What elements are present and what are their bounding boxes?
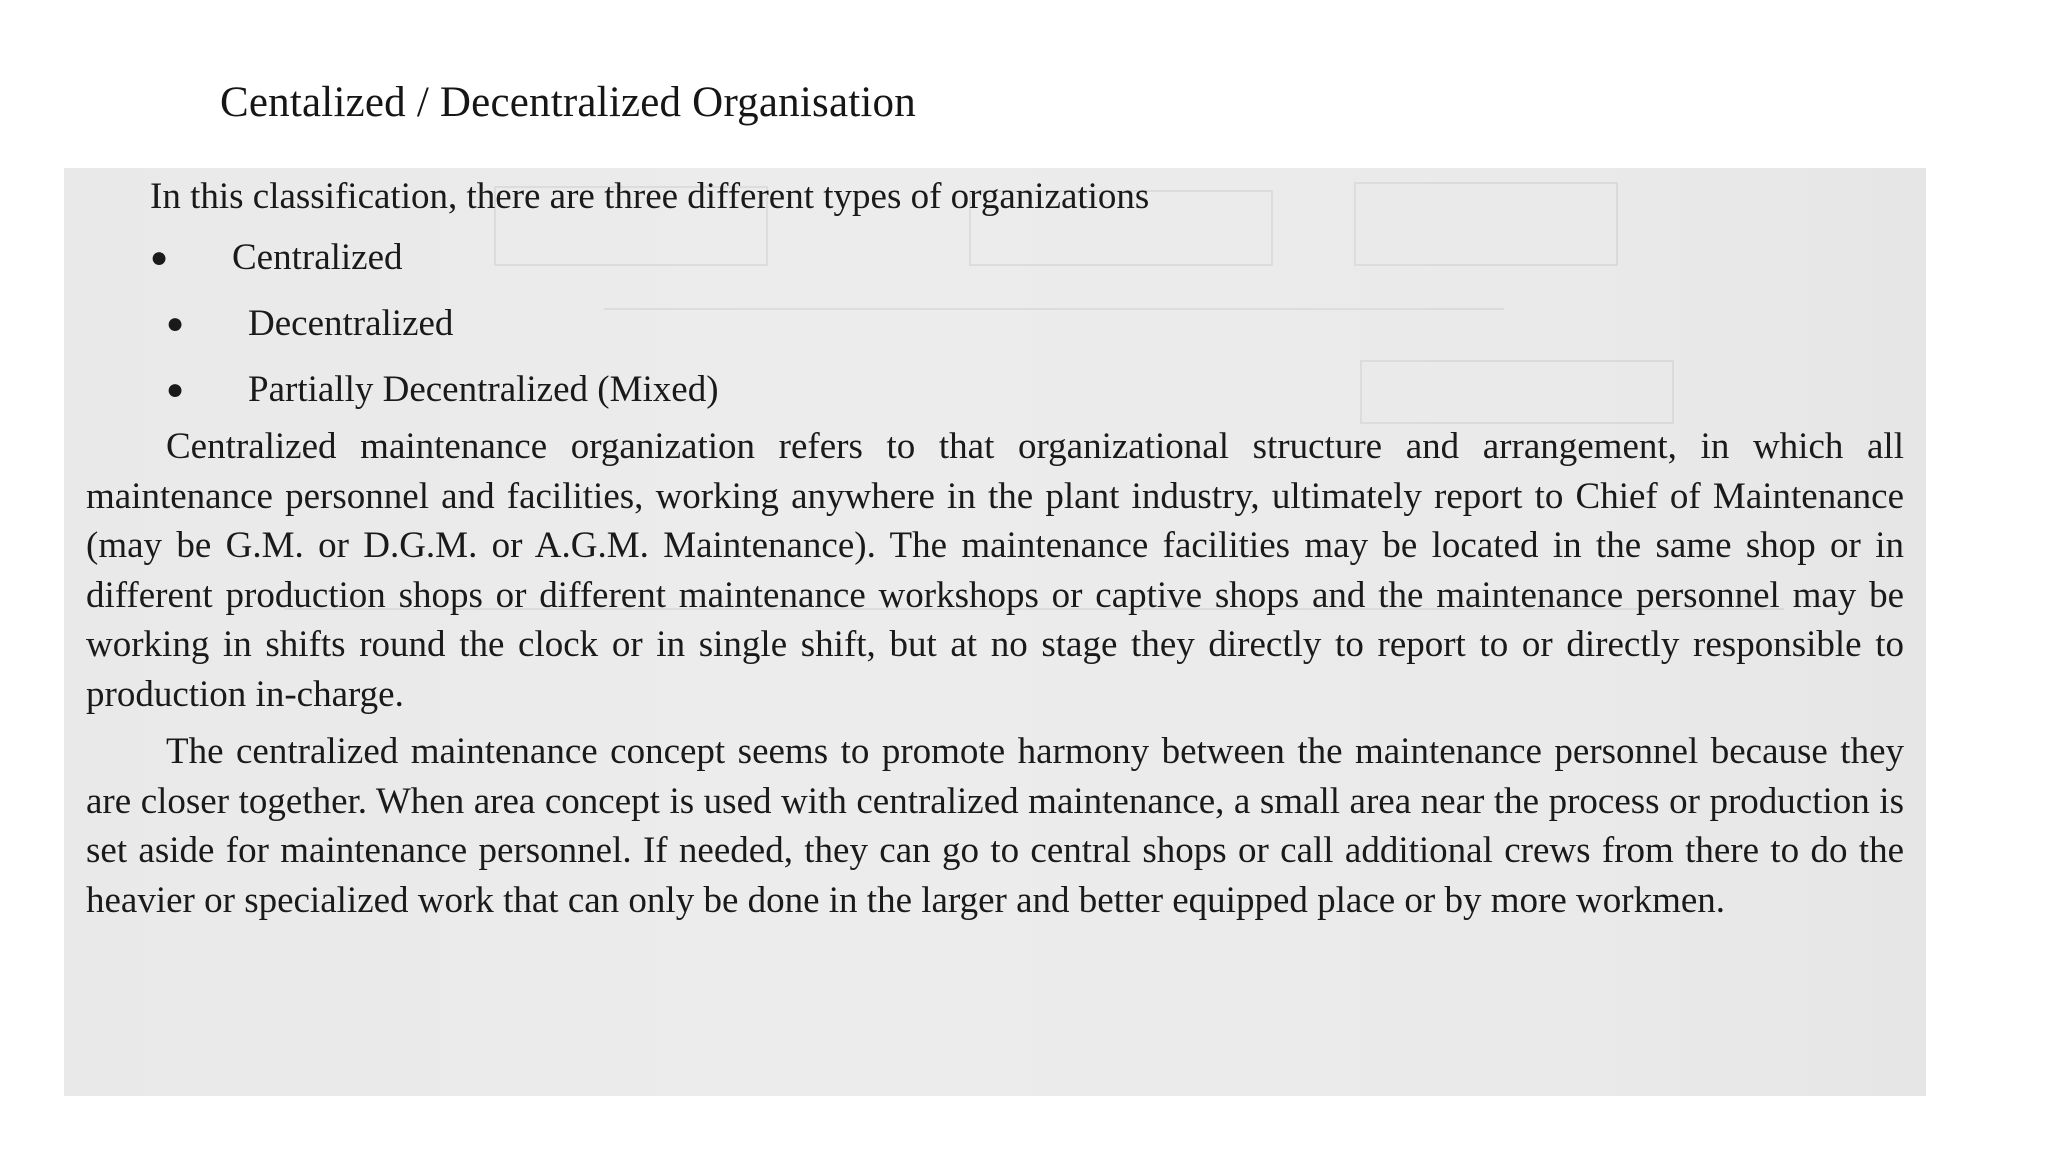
list-item-label: Partially Decentralized (Mixed) xyxy=(248,369,719,410)
scanned-text-body xyxy=(86,168,1904,925)
paragraph-centralized-concept: The centralized maintenance concept seems to promote harmony between the maintenance personnel because they are closer together. When area concept is used with centralized maintenance, a small area near the process or production is set aside for maintenance personnel. If needed, they can go to central shops or call additional crews from there to do the heavier or specialized work that can only be done in the larger and better equipped place or by more workmen. xyxy=(86,731,1904,921)
bullet-icon: ● xyxy=(150,241,169,274)
organization-types-list xyxy=(86,226,1904,422)
bullet-icon: ● xyxy=(166,307,185,340)
paragraph-centralized-definition: Centralized maintenance organization refers to that organizational structure and arrangement, in which all maintenance personnel and facilities, working anywhere in the plant industry, ultimately report to Chief of Maintenance (may be G.M. or D.G.M. or A.G.M. Maintenance). The maintenance facilities may be located in the same shop or in different production shops or different maintenance workshops or captive shops and the maintenance personnel may be working in shifts round the clock or in single shift, but at no stage they directly to report to or directly responsible to production in-charge. xyxy=(86,426,1904,715)
list-item-label: Decentralized xyxy=(248,303,454,344)
intro-sentence: In this classification, there are three different types of organizations xyxy=(150,176,1150,217)
scanned-page-excerpt xyxy=(64,168,1926,1096)
list-item xyxy=(86,290,1904,358)
bullet-icon: ● xyxy=(166,373,185,406)
list-item xyxy=(86,358,1904,422)
slide-title: Centalized / Decentralized Organisation xyxy=(220,79,916,126)
list-item xyxy=(86,226,1904,290)
list-item-label: Centralized xyxy=(232,237,403,278)
